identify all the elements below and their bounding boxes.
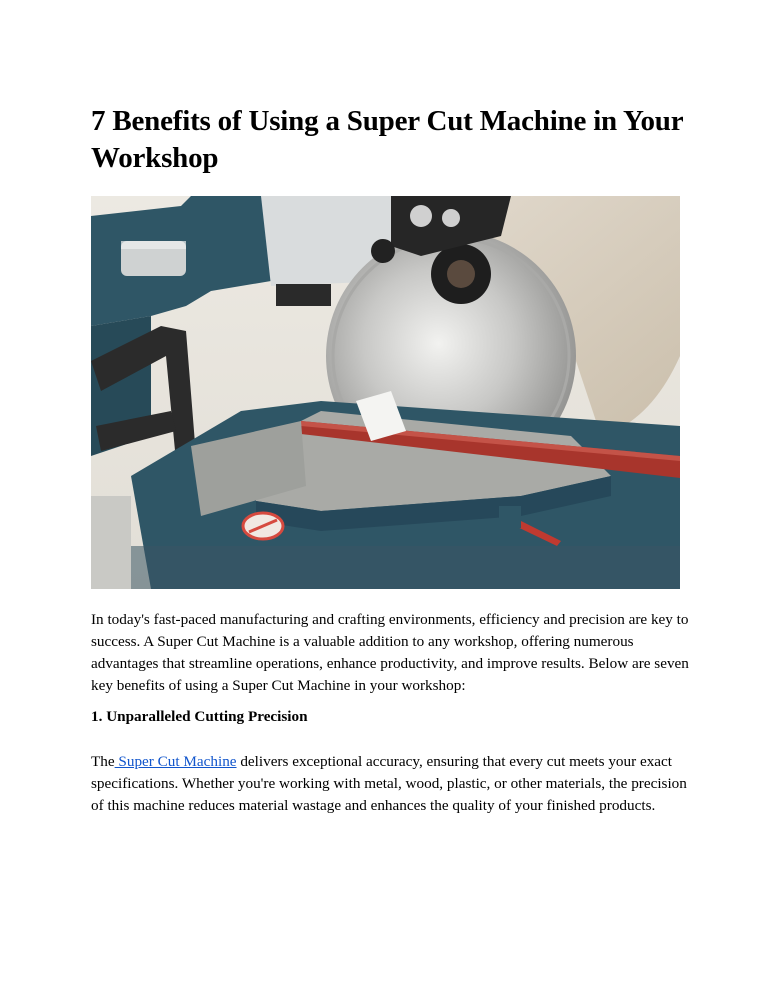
section-heading-cutting-precision: 1. Unparalleled Cutting Precision — [91, 708, 308, 725]
body-suffix: delivers exceptional accuracy, ensuring that every cut meets your exact specifications. Whether you're working with metal, wood, plastic, or other materials, the precision of this machine reduces material wastage and enhances the quality of your finished products. — [91, 753, 687, 814]
miter-saw-illustration — [91, 196, 680, 589]
section-body-cutting-precision — [91, 751, 691, 817]
body-prefix: The — [91, 753, 115, 770]
hero-image-miter-saw — [91, 196, 680, 589]
page-title: 7 Benefits of Using a Super Cut Machine in Your Workshop — [91, 105, 683, 174]
intro-paragraph: In today's fast-paced manufacturing and crafting environments, efficiency and precision are key to success. A Super Cut Machine is a valuable addition to any workshop, offering numerous advantages that streamline operations, enhance productivity, and improve results. Below are seven key benefits of using a Super Cut Machine in your workshop: — [91, 611, 689, 694]
super-cut-machine-link[interactable]: Super Cut Machine — [114, 753, 237, 770]
